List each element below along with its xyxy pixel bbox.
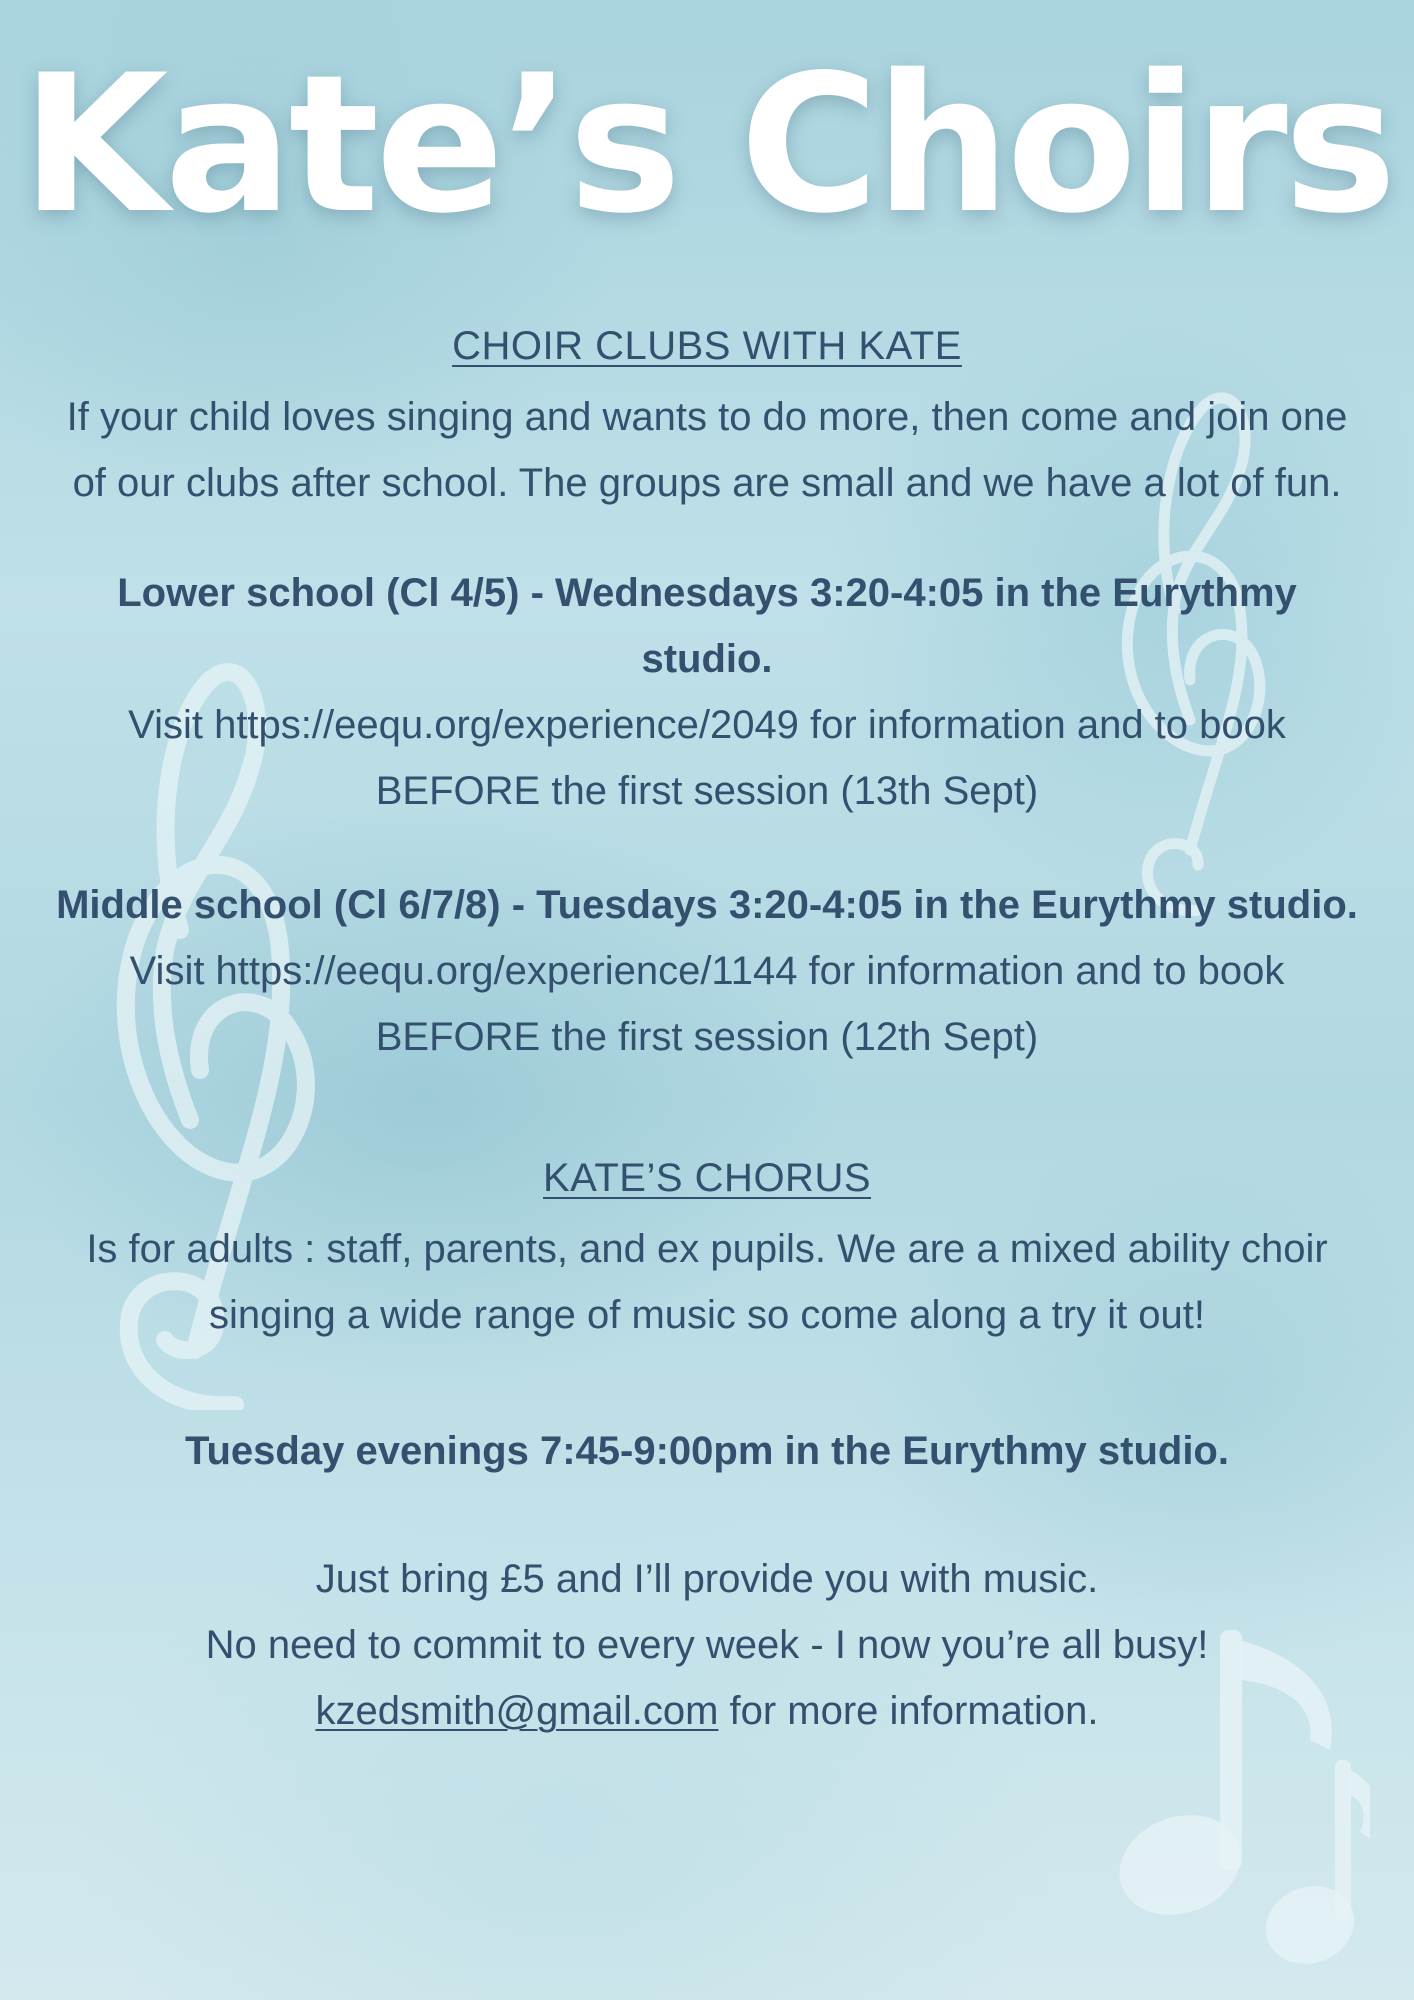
- chorus-cost: Just bring £5 and I’ll provide you with music.: [315, 1557, 1099, 1601]
- choir-clubs-intro: If your child loves singing and wants to do more, then come and join one of our clubs after school. The groups are small and we have a lot of fun.: [66, 395, 1348, 505]
- content: [55, 318, 1359, 1744]
- contact-line: [55, 1678, 1359, 1744]
- lower-school-schedule: Lower school (Cl 4/5) - Wednesdays 3:20-4:05 in the Eurythmy studio.: [117, 571, 1297, 681]
- lower-school-booking: Visit https://eequ.org/experience/2049 for information and to book BEFORE the first session (13th Sept): [128, 703, 1286, 813]
- email-link[interactable]: kzedsmith@gmail.com: [315, 1689, 719, 1733]
- chorus-intro: Is for adults : staff, parents, and ex pupils. We are a mixed ability choir singing a wide range of music so come along a try it out!: [86, 1227, 1328, 1337]
- contact-suffix: for more information.: [718, 1689, 1099, 1733]
- middle-school-schedule: Middle school (Cl 6/7/8) - Tuesdays 3:20-4:05 in the Eurythmy studio.: [56, 883, 1358, 927]
- page-title: Kate’s Choirs: [21, 34, 1393, 255]
- chorus-schedule: Tuesday evenings 7:45-9:00pm in the Eurythmy studio.: [185, 1429, 1229, 1473]
- choir-clubs-heading: CHOIR CLUBS WITH KATE: [452, 324, 962, 368]
- chorus-commit: No need to commit to every week - I now you’re all busy!: [205, 1623, 1209, 1667]
- middle-school-booking: Visit https://eequ.org/experience/1144 for information and to book BEFORE the first session (12th Sept): [129, 949, 1285, 1059]
- chorus-heading: KATE’S CHORUS: [542, 1156, 872, 1200]
